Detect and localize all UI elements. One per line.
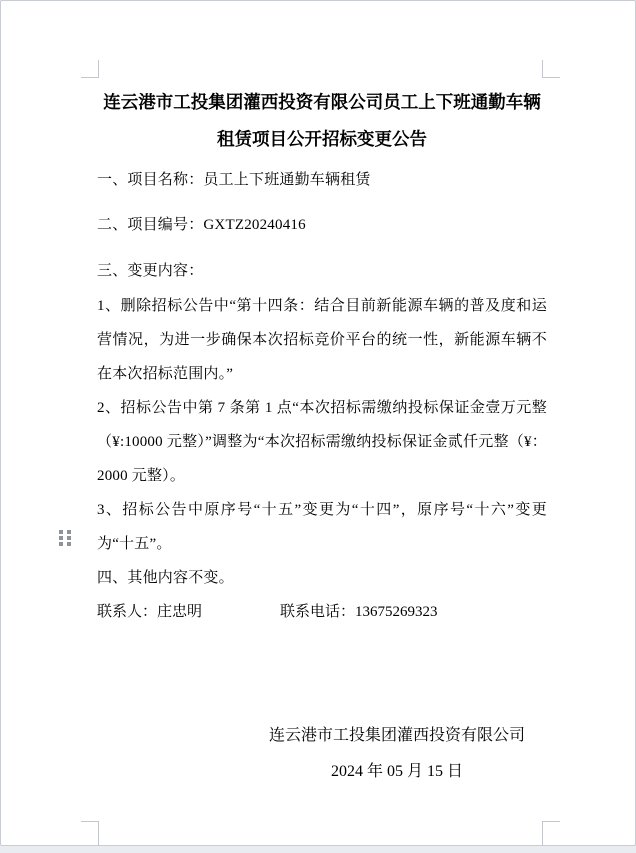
contact-person: 联系人：庄忠明 xyxy=(97,604,203,620)
handle-dot xyxy=(59,536,63,540)
handle-dot xyxy=(59,542,63,546)
handle-dot xyxy=(67,542,71,546)
document-title xyxy=(97,77,547,158)
document-title-line-2: 租赁项目公开招标变更公告 xyxy=(217,129,427,149)
drag-handle-icon[interactable] xyxy=(59,530,71,546)
paragraph-change-heading: 三、变更内容： xyxy=(97,263,204,279)
margin-crop-mark-top-right-icon xyxy=(542,60,560,78)
signature-date: 2024 年 05 月 15 日 xyxy=(330,763,463,780)
contact-spacer xyxy=(202,595,280,629)
paragraph-project-number: 二、项目编号：GXTZ20240416 xyxy=(97,217,306,233)
signature-block xyxy=(97,718,547,790)
paragraph-change-item-3: 3、招标公告中原序号“十五”变更为“十四”，原序号“十六”变更为“十五”。 xyxy=(97,502,547,552)
contact-line xyxy=(97,595,547,629)
handle-dot xyxy=(67,536,71,540)
margin-crop-mark-top-left-icon xyxy=(81,60,99,78)
handle-dot xyxy=(67,530,71,534)
handle-dot xyxy=(59,530,63,534)
paragraph-project-name: 一、项目名称：员工上下班通勤车辆租赁 xyxy=(97,172,371,188)
paragraph-other-unchanged: 四、其他内容不变。 xyxy=(97,570,234,586)
signature-company: 连云港市工投集团灌西投资有限公司 xyxy=(268,727,525,744)
document-title-line-1: 连云港市工投集团灌西投资有限公司员工上下班通勤车辆 xyxy=(103,92,541,112)
document-body xyxy=(97,77,547,629)
margin-crop-mark-bottom-left-icon xyxy=(81,821,99,846)
paragraph-change-item-1: 1、删除招标公告中“第十四条：结合目前新能源车辆的普及度和运营情况，为进一步确保本次招标竞价平台的统一性，新能源车辆不在本次招标范围内。” xyxy=(97,298,547,382)
margin-crop-mark-bottom-right-icon xyxy=(542,821,560,846)
paragraph-change-item-2: 2、招标公告中第 7 条第 1 点“本次招标需缴纳投标保证金壹万元整（¥:10000 元整）”调整为“本次招标需缴纳投标保证金贰仟元整（¥：2000 元整）。 xyxy=(97,400,547,484)
contact-phone: 联系电话：13675269323 xyxy=(280,604,438,620)
